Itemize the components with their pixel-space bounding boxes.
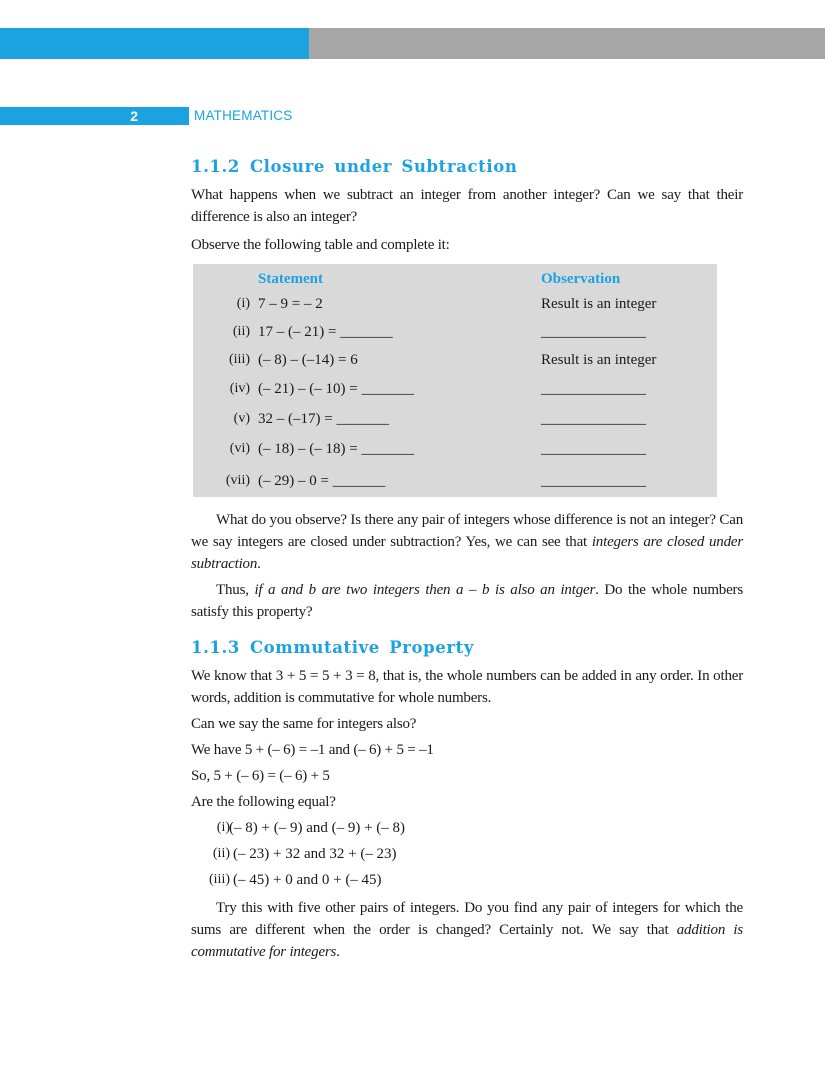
emphasis: addition is commutative for integers (191, 922, 743, 960)
row-observation: Result is an integer (541, 296, 657, 312)
row-index: (iii) (229, 352, 250, 367)
row-index: (i) (236, 296, 250, 311)
row-statement: 7 – 9 = – 2 (258, 296, 323, 312)
list-item (191, 869, 743, 895)
paragraph: Thus, if a and b are two integers then a – b is also an intger. Do the whole numbers satisfy this property? (191, 582, 743, 620)
table-row (193, 381, 717, 403)
section-title: Closure under Subtraction (249, 157, 518, 176)
row-index: (v) (233, 411, 250, 426)
list-item (191, 817, 743, 843)
row-index: (iv) (229, 381, 250, 396)
paragraph: Are the following equal? (191, 794, 336, 810)
table-row (193, 296, 717, 318)
table-row (193, 473, 717, 495)
row-statement: 17 – (– 21) = _______ (258, 324, 393, 340)
equality-list (191, 817, 743, 895)
row-statement: (– 18) – (– 18) = _______ (258, 441, 414, 457)
list-text: (– 8) + (– 9) and (– 9) + (– 8) (229, 820, 406, 836)
table-row (193, 352, 717, 374)
list-index: (iii) (209, 872, 230, 887)
row-observation: ______________ (541, 381, 646, 397)
section-number: 1.1.3 (191, 638, 240, 657)
paragraph: We have 5 + (– 6) = –1 and (– 6) + 5 = –1 (191, 742, 434, 758)
list-text: (– 23) + 32 and 32 + (– 23) (233, 846, 397, 862)
paragraph: Observe the following table and complete it: (191, 237, 450, 253)
row-observation: ______________ (541, 324, 646, 340)
list-index: (ii) (212, 846, 230, 861)
section-heading-1-1-2 (191, 157, 743, 176)
page-number: 2 (0, 107, 189, 125)
list-text: (– 45) + 0 and 0 + (– 45) (233, 872, 382, 888)
row-observation: Result is an integer (541, 352, 657, 368)
row-observation: ______________ (541, 473, 646, 489)
row-observation: ______________ (541, 441, 646, 457)
row-index: (vii) (225, 473, 250, 488)
header-blue-band (0, 28, 309, 59)
section-heading-1-1-3 (191, 638, 743, 657)
paragraph: What do you observe? Is there any pair of integers whose difference is not an integer? Can we say integers are closed under subtraction? Yes, we can see that integers are closed under subtraction. (191, 512, 743, 572)
section-title: Commutative Property (249, 638, 475, 657)
table-row (193, 324, 717, 346)
emphasis: if a and b are two integers then a – b is also an intger (254, 582, 596, 598)
table-header-statement: Statement (258, 271, 323, 287)
row-statement: (– 29) – 0 = _______ (258, 473, 386, 489)
row-index: (ii) (232, 324, 250, 339)
table-row (193, 441, 717, 463)
page-content (191, 157, 743, 963)
row-index: (vi) (229, 441, 250, 456)
row-statement: (– 8) – (–14) = 6 (258, 352, 358, 368)
paragraph: So, 5 + (– 6) = (– 6) + 5 (191, 768, 330, 784)
list-item (191, 843, 743, 869)
paragraph: What happens when we subtract an integer from another integer? Can we say that their difference is also an integer? (191, 187, 743, 225)
table-header-observation: Observation (541, 271, 621, 287)
paragraph: Try this with five other pairs of integers. Do you find any pair of integers for which the sums are different when the order is changed? Certainly not. We say that addition is commutative for integers. (191, 900, 743, 960)
row-observation: ______________ (541, 411, 646, 427)
paragraph: Can we say the same for integers also? (191, 716, 417, 732)
table-row (193, 411, 717, 433)
exercise-table (193, 264, 717, 497)
row-statement: 32 – (–17) = _______ (258, 411, 389, 427)
section-number: 1.1.2 (191, 157, 240, 176)
running-title: MATHEMATICS (194, 108, 293, 123)
row-statement: (– 21) – (– 10) = _______ (258, 381, 414, 397)
emphasis: integers are closed under subtraction (191, 534, 743, 572)
paragraph: We know that 3 + 5 = 5 + 3 = 8, that is, the whole numbers can be added in any order. In other words, addition is commutative for whole numbers. (191, 668, 743, 706)
header-gray-band (309, 28, 825, 59)
list-index: (i) (216, 820, 230, 835)
